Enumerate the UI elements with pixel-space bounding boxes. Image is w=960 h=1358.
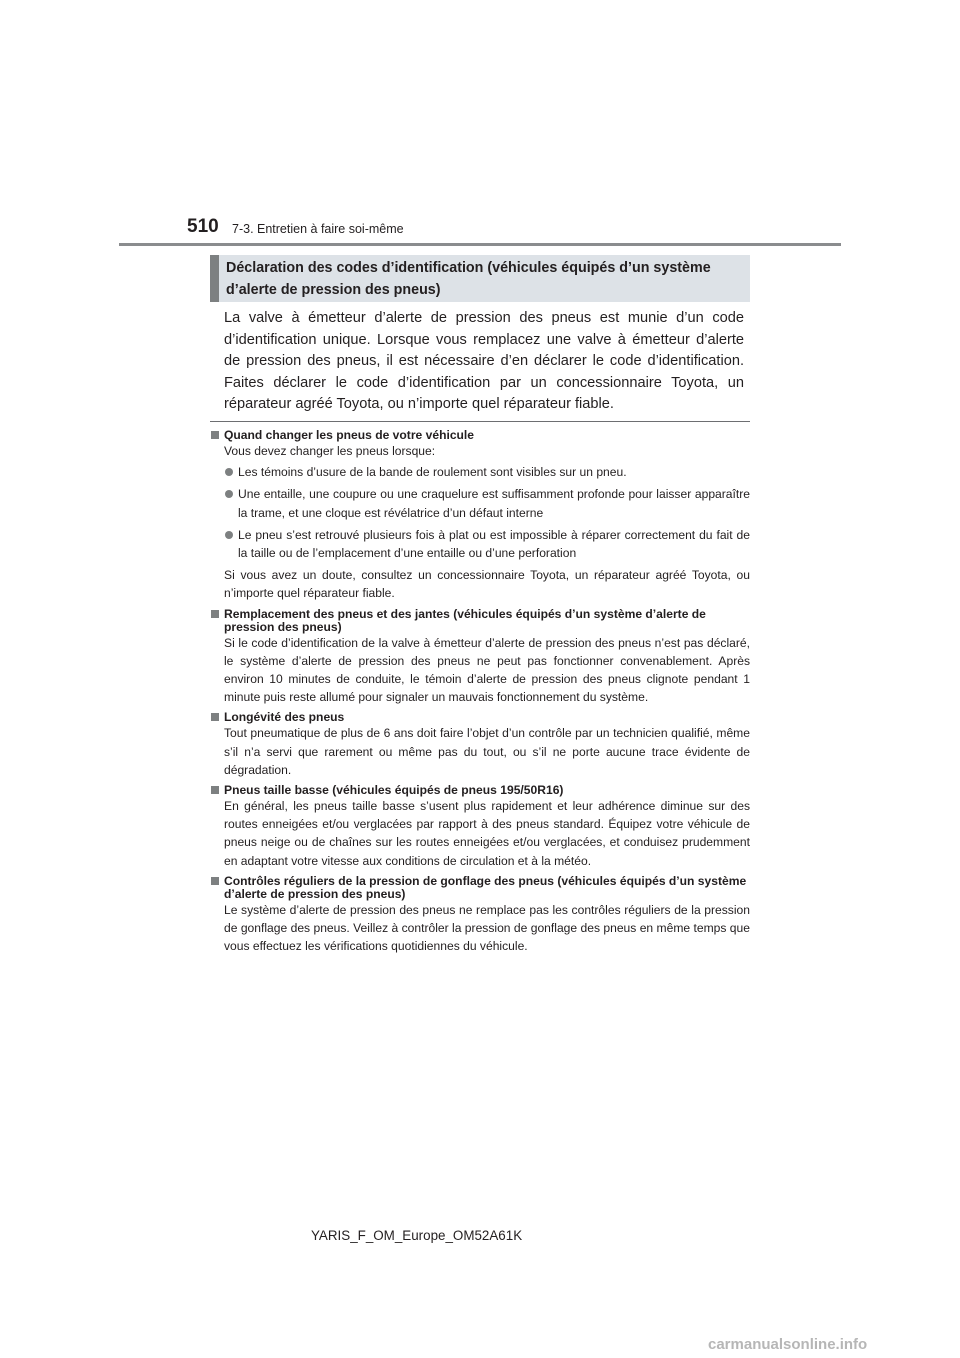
info-box-rule (210, 421, 750, 422)
section-body: En général, les pneus taille basse s’usent plus rapidement et leur adhérence diminue sur des routes enneigées et/ou verglacées par rapport à des pneus standard. Équipez votre véhicule de pneus neige ou de chaînes sur les routes enneigées et/ou verglacées, et conduisez prudemment en adaptant votre vitesse aux conditions de circulation et à la météo. (224, 799, 750, 868)
list-item-text: Une entaille, une coupure ou une craquelure est suffisamment profonde pour laisser apparaître la trame, et une cloque est révélatrice d’un défaut interne (238, 487, 750, 520)
section-outro: Si vous avez un doute, consultez un concessionnaire Toyota, un réparateur agréé Toyota, ou n’importe quel réparateur fiable. (224, 568, 750, 601)
section-heading-text: Longévité des pneus (224, 710, 345, 725)
list-item (210, 526, 750, 562)
section-body: Le système d’alerte de pression des pneus ne remplace pas les contrôles réguliers de la pression de gonflage des pneus. Veillez à contrôler la pression de gonflage des pneus en même temps que vous effectuez les vérifications quotidiennes du véhicule. (224, 902, 750, 954)
watermark: carmanualsonline.info (708, 1336, 868, 1353)
square-bullet-icon (211, 786, 219, 794)
section-heading-text: Remplacement des pneus et des jantes (véhicules équipés d’un système d’alerte de pression des pneus) (224, 606, 706, 634)
header-rule (119, 243, 841, 246)
section-heading-text: Pneus taille basse (véhicules équipés de pneus 195/50R16) (224, 783, 564, 798)
list-item-text: Le pneu s’est retrouvé plusieurs fois à plat ou est impossible à réparer correctement du fait de la taille ou de l’emplacement d’une entaille ou d’une perforation (238, 527, 750, 561)
page-number: 510 (187, 216, 219, 237)
section-tire-life (210, 711, 750, 779)
section-heading-text: Quand changer les pneus de votre véhicule (224, 428, 475, 442)
section-heading (210, 784, 750, 797)
list-item-text: Les témoins d’usure de la bande de roulement sont visibles sur un pneu. (238, 465, 627, 480)
section-body: Si le code d’identification de la valve à émetteur d’alerte de pression des pneus n’est pas déclaré, le système d’alerte de pression des pneus ne peut pas fonctionner convenablement. Après environ 10 minutes de conduite, le témoin d’alerte de pression des pneus clignote pendant 1 minute puis reste allumé pour signaler un mauvais fonctionnement du système. (224, 635, 750, 705)
circle-bullet-icon (225, 490, 233, 498)
section-heading-text: Contrôles réguliers de la pression de gonflage des pneus (véhicules équipés d’un système d’alerte de pression des pneus) (224, 873, 747, 901)
square-bullet-icon (211, 610, 219, 618)
circle-bullet-icon (225, 531, 233, 539)
section-pressure-checks (210, 875, 750, 956)
list-item (210, 463, 750, 481)
list-item (210, 485, 750, 521)
section-tire-wheel-replacement (210, 608, 750, 707)
section-tire-replacement (210, 429, 750, 603)
section-heading (210, 608, 750, 634)
section-heading (210, 429, 750, 442)
section-heading (210, 875, 750, 901)
square-bullet-icon (211, 877, 219, 885)
document-code: YARIS_F_OM_Europe_OM52A61K (311, 1228, 523, 1243)
content (210, 429, 750, 960)
info-box-body: La valve à émetteur d’alerte de pression des pneus est munie d’un code d’identification unique. Lorsque vous remplacez une valve à émetteur d’alerte de pression des pneus, il est nécessaire d’en déclarer le code d’identification. Faites déclarer le code d’identification par un concessionnaire Toyota, un réparateur agréé Toyota, ou n’importe quel réparateur fiable. (224, 310, 744, 413)
info-box-title: Déclaration des codes d’identification (véhicules équipés d’un système d’alerte de pression des pneus) (210, 255, 750, 302)
section-heading (210, 711, 750, 724)
section-low-profile-tires (210, 784, 750, 870)
section-body: Tout pneumatique de plus de 6 ans doit faire l’objet d’un contrôle par un technicien qualifié, même s’il n’a servi que rarement ou même pas du tout, ou s’il ne porte aucune trace évidente de dégradation. (224, 726, 750, 777)
circle-bullet-icon (225, 468, 233, 476)
square-bullet-icon (211, 431, 219, 439)
section-title: 7-3. Entretien à faire soi-même (232, 222, 404, 236)
section-intro: Vous devez changer les pneus lorsque: (224, 444, 436, 458)
square-bullet-icon (211, 713, 219, 721)
